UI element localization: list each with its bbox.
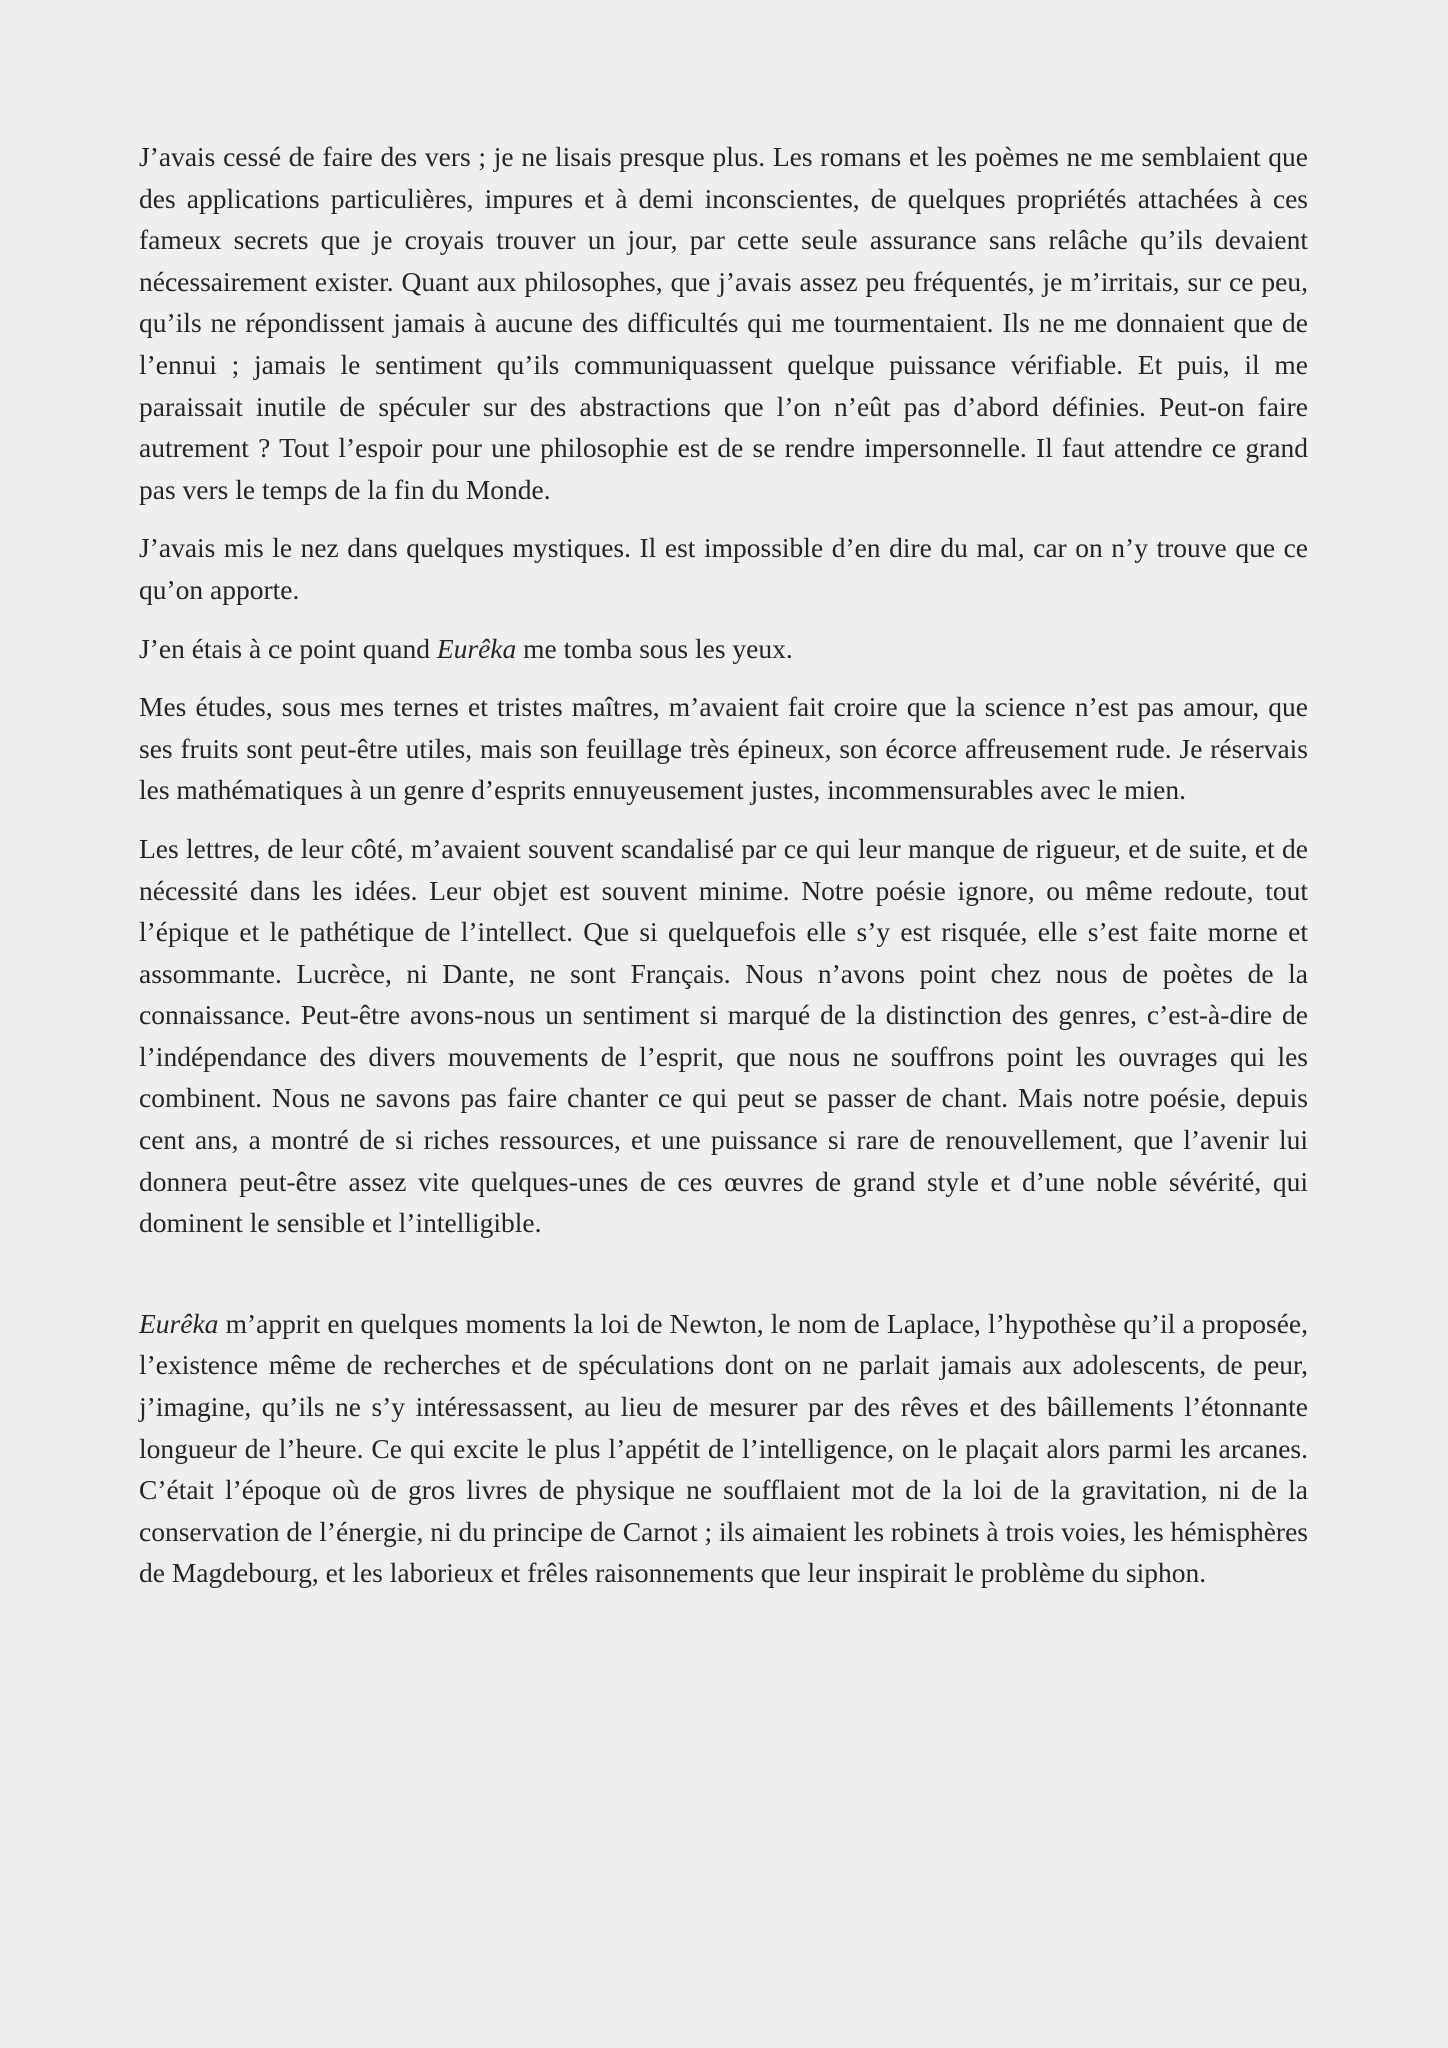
paragraph-2: J’avais mis le nez dans quelques mystiques. Il est impossible d’en dire du mal, car on n’y trouve que ce qu’on apporte.	[139, 532, 1308, 605]
book-title-eureka: Eurêka	[436, 632, 517, 664]
paragraph-3	[139, 628, 1308, 670]
paragraph-1: J’avais cessé de faire des vers ; je ne lisais presque plus. Les romans et les poèmes ne me semblaient que des applications particulières, impures et à demi inconscientes, de quelques propriétés attachées à ces fameux secrets que je croyais trouver un jour, par cette seule assurance sans relâche qu’ils devaient nécessairement exister. Quant aux philosophes, que j’avais assez peu fréquentés, je m’irritais, sur ce peu, qu’ils ne répondissent jamais à aucune des difficultés qui me tourmentaient. Ils ne me donnaient que de l’ennui ; jamais le sentiment qu’ils communiquassent quelque puissance vérifiable. Et puis, il me paraissait inutile de spéculer sur des abstractions que l’on n’eût pas d’abord définies. Peut-on faire autrement ? Tout l’espoir pour une philosophie est de se rendre impersonnelle. Il faut attendre ce grand pas vers le temps de la fin du Monde.	[139, 141, 1308, 505]
paragraph-4: Mes études, sous mes ternes et tristes maîtres, m’avaient fait croire que la science n’est pas amour, que ses fruits sont peut-être utiles, mais son feuillage très épineux, son écorce affreusement rude. Je réservais les mathématiques à un genre d’esprits ennuyeusement justes, incommensurables avec le mien.	[139, 691, 1308, 806]
paragraph-5: Les lettres, de leur côté, m’avaient souvent scandalisé par ce qui leur manque de rigueur, et de suite, et de nécessité dans les idées. Leur objet est souvent minime. Notre poésie ignore, ou même redoute, tout l’épique et le pathétique de l’intellect. Que si quelquefois elle s’y est risquée, elle s’est faite morne et assommante. Lucrèce, ni Dante, ne sont Français. Nous n’avons point chez nous de poètes de la connaissance. Peut-être avons-nous un sentiment si marqué de la distinction des genres, c’est-à-dire de l’indépendance des divers mouvements de l’esprit, que nous ne souffrons point les ouvrages qui les combinent. Nous ne savons pas faire chanter ce qui peut se passer de chant. Mais notre poésie, depuis cent ans, a montré de si riches ressources, et une puissance si rare de renouvellement, que l’avenir lui donnera peut-être assez vite quelques-unes de ces œuvres de grand style et d’une noble sévérité, qui dominent le sensible et l’intelligible.	[139, 832, 1308, 1239]
paragraph-6-text: m’apprit en quelques moments la loi de Newton, le nom de Laplace, l’hypothèse qu’il a proposée, l’existence même de recherches et de spéculations dont on ne parlait jamais aux adolescents, de peur, j’imagine, qu’ils ne s’y intéressassent, au lieu de mesurer par des rêves et des bâillements l’étonnante longueur de l’heure. Ce qui excite le plus l’appétit de l’intelligence, on le plaçait alors parmi les arcanes. C’était l’époque où de gros livres de physique ne soufflaient mot de la loi de la gravitation, ni de la conservation de l’énergie, ni du principe de Carnot ; ils aimaient les robinets à trois voies, les hémisphères de Magdebourg, et les laborieux et frêles raisonnements que leur inspirait le problème du siphon.	[139, 1307, 1308, 1589]
book-title-eureka: Eurêka	[139, 1307, 219, 1339]
paragraph-3-text-before: J’en étais à ce point quand	[139, 632, 437, 664]
paragraph-6	[139, 1303, 1308, 1594]
paragraph-3-text-after: me tomba sous les yeux.	[516, 632, 793, 664]
document-page	[139, 136, 1308, 1611]
section-gap	[139, 1261, 1308, 1303]
